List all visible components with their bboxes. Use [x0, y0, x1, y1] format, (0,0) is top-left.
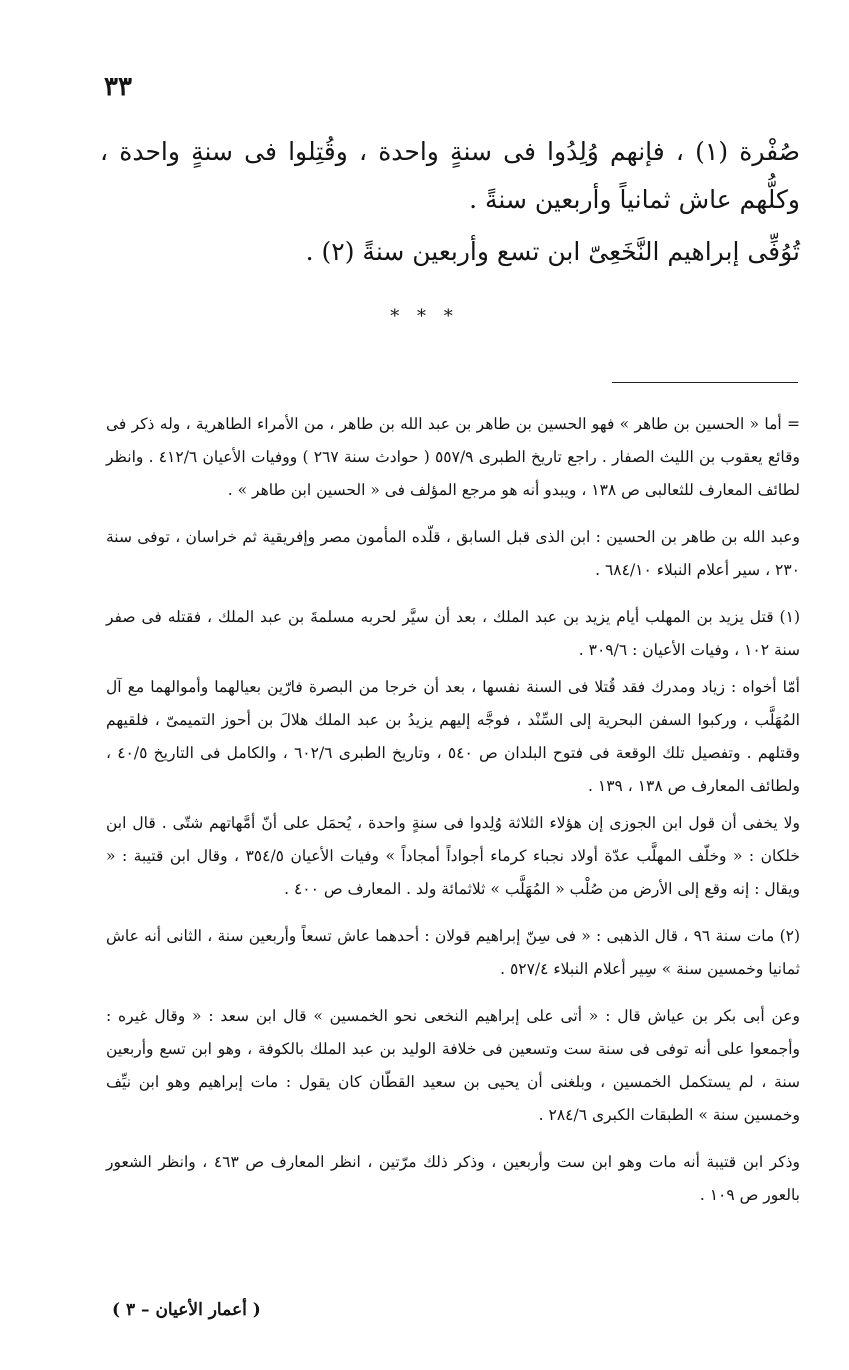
footnotes — [106, 408, 800, 1226]
footnote-1: (١) قتل يزيد بن المهلب أيام يزيد بن عبد الملك ، بعد أن سيَّر لحربه مسلمةَ بن عبد الملك ، فقتله فى صفر سنة ١٠٢ ، وفيات الأعيان : ٣٠٩/٦ . — [106, 608, 800, 659]
footnote-2: (٢) مات سنة ٩٦ ، قال الذهبى : « فى سِنّ إبراهيم قولان : أحدهما عاش تسعاً وأربعين سنة ، الثانى أنه عاش ثمانيا وخمسين سنة » سِير أعلام النبلاء ٥٢٧/٤ . — [106, 927, 801, 978]
main-text — [100, 128, 800, 276]
page-number: ٣٣ — [104, 72, 132, 102]
footnote-1-mothers: ولا يخفى أن قول ابن الجوزى إن هؤلاء الثلاثة وُلِدوا فى سنةٍ واحدة ، يُحمَل على أنّ أمَّهاتهم شتّى . قال ابن خلكان : « وخلّف المهلَّب عدّة أولاد نجباء كرماء أجواداً أمجاداً » وفيات الأعيان ٣٥٤/٥ ، وقال ابن قتيبة : « ويقال : إنه وقع إلى الأرض من صُلْب « المُهَلَّب » ثلاثمائة ولد . المعارف ص ٤٠٠ . — [106, 814, 800, 898]
footnote-2-abi-bakr: وعن أبى بكر بن عياش قال : « أتى على إبراهيم النخعى نحو الخمسين » قال ابن سعد : « وقال غيره : وأجمعوا على أنه توفى فى سنة ست وتسعين فى خلافة الوليد بن عبد الملك بالكوفة ، وهو ابن تسع وأربعين سنة ، لم يستكمل الخمسين ، وبلغنى أن يحيى بن سعيد القطّان كان يقول : مات إبراهيم وهو ابن نيِّف وخمسين سنة » الطبقات الكبرى ٢٨٤/٦ . — [106, 1007, 800, 1124]
footnote-2-ibn-qutayba: وذكر ابن قتيبة أنه مات وهو ابن ست وأربعين ، وذكر ذلك مرّتين ، انظر المعارف ص ٤٦٣ ، وانظر الشعور بالعور ص ١٠٩ . — [106, 1153, 800, 1204]
section-separator: * * * — [390, 306, 459, 327]
footnote-continuation: = أما « الحسين بن طاهر » فهو الحسين بن طاهر بن عبد الله بن طاهر ، من الأمراء الطاهرية ، وله ذكر فى وقائع يعقوب بن الليث الصفار . راجع تاريخ الطبرى ٥٥٧/٩ ( حوادث سنة ٢٦٧ ) ووفيات الأعيان ٤١٢/٦ . وانظر لطائف المعارف للثعالبى ص ١٣٨ ، ويبدو أنه هو مرجع المؤلف فى « الحسين ابن طاهر » . — [106, 415, 801, 499]
running-footer: ( أعمار الأعيان – ٣ ) — [112, 1300, 261, 1320]
footnote-abdallah: وعبد الله بن طاهر بن الحسين : ابن الذى قبل السابق ، قلّده المأمون مصر وإفريقية ثم خراسان ، توفى سنة ٢٣٠ ، سير أعلام النبلاء ٦٨٤/١٠ . — [106, 528, 800, 579]
footnote-1-brothers: أمّا أخواه : زياد ومدرك فقد قُتلا فى السنة نفسها ، بعد أن خرجا من البصرة فارّين بعيالهما وأموالهما مع آل المُهَلَّب ، وركبوا السفن البحرية إلى السِّنْد ، فوجَّه إليهم يزيدُ بن عبد الملك هلالَ بن أحوز التميمىّ ، فلقيهم وقتلهم . وتفصيل تلك الوقعة فى فتوح البلدان ص ٥٤٠ ، وتاريخ الطبرى ٦٠٢/٦ ، والكامل فى التاريخ ٤٠/٥ ، ولطائف المعارف ص ١٣٨ ، ١٣٩ . — [106, 678, 800, 795]
footnote-rule — [612, 382, 798, 383]
main-paragraph-death-note: تُوُفِّى إبراهيم النَّخَعِىّ ابن تسع وأربعين سنةً (٢) . — [305, 237, 800, 266]
main-paragraph: صُفْرة (١) ، فإنهم وُلِدُوا فى سنةٍ واحدة ، وقُتِلوا فى سنةٍ واحدة ، وكلُّهم عاش ثمانياً وأربعين سنةً . — [100, 137, 801, 214]
